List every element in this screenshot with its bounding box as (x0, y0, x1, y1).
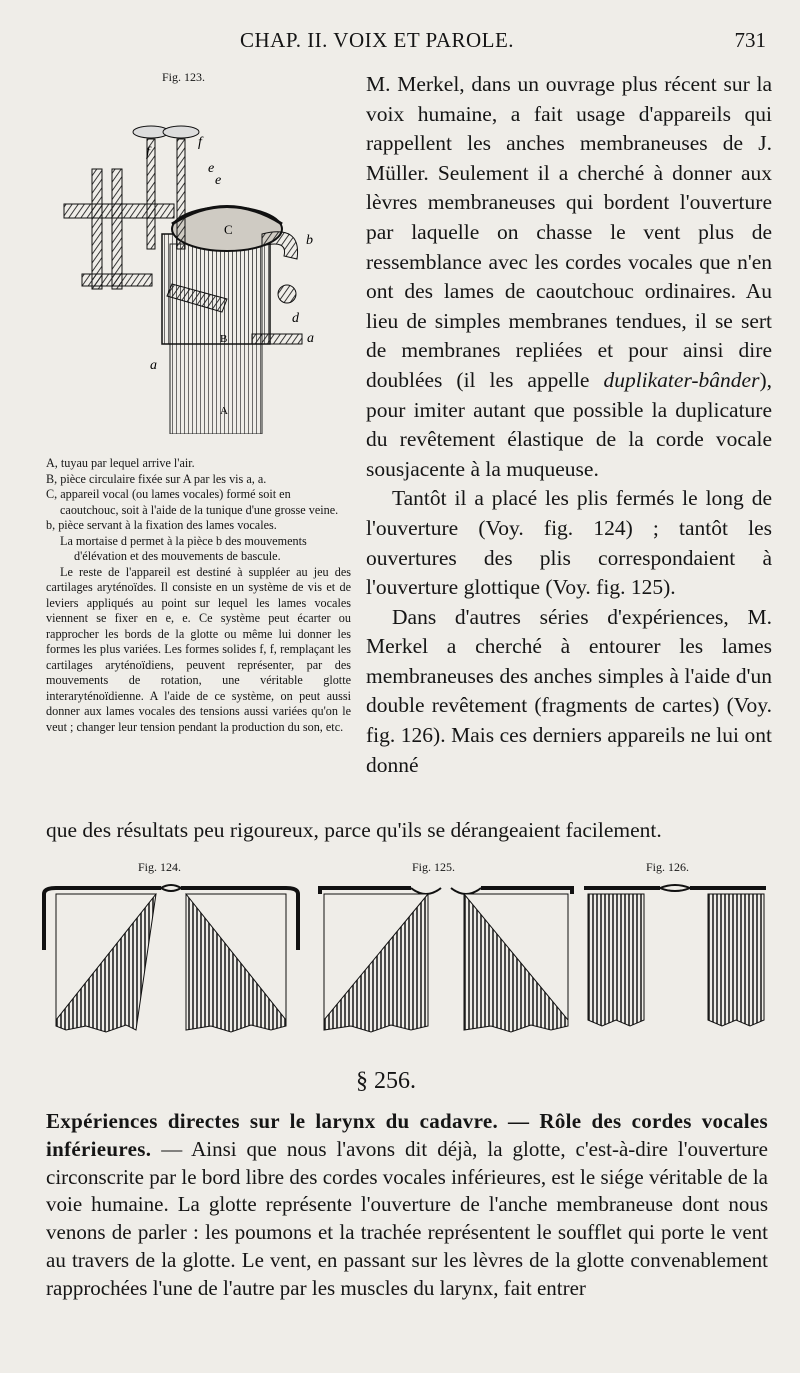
right-column-text (366, 70, 772, 780)
section-number: § 256. (356, 1068, 416, 1094)
legend-item-C: C, appareil vocal (ou lames vocales) formé soit en caoutchouc, soit à l'aide de la tunique d'une grosse veine. (46, 487, 339, 517)
figure-124-caption: Fig. 124. (138, 860, 182, 874)
paragraph-merkel: M. Merkel, dans un ouvrage plus récent sur la voix humaine, a fait usage d'appareils qui rappellent les anches membraneuses de J. Müller. Seulement il a cherché à donner aux lèvres membraneuses qui bordent l'ouverture par laquelle on chasse le vent plus de ressemblance avec les cordes vocales que n'en ont des lames de caoutchouc ordinaires. Au lieu de simples membranes tendues, il se sert de membranes repliées et pour ainsi dire doublées (il les appelle duplikater-bânder), pour imiter autant que possible la duplicature du revêtement élastique de la corde vocale sousjacente à la muqueuse. (366, 72, 772, 481)
figure-125-caption: Fig. 125. (412, 860, 456, 874)
continuation-line: que des résultats peu rigoureux, parce qu'ils se dérangeaient facilement. (46, 818, 662, 842)
figure-123-caption: Fig. 123. (162, 70, 206, 84)
svg-text:A: A (220, 405, 228, 417)
figure-124-illustration (36, 880, 306, 1040)
figure-126-illustration (580, 880, 770, 1040)
legend-description: Le reste de l'appareil est destiné à suppléer au jeu des cartilages aryténoïdes. Il consiste en un système de vis et de leviers appliqués au point sur lequel les lames vocales viennent se fixer en e, e. Ce système peut écarter ou rapprocher les bords de la glotte ou même lui donner les formes les plus variées. Les formes solides f, f, remplaçant les cartilages aryténoïdiens, peuvent représenter, par des mouvements de rotation, une véritable glotte interaryténoïdienne. A l'aide de ce système, on peut aussi donner aux lames vocales des tensions aussi variées qu'on le veut ; changer leur tension pendant la production du son, etc. (46, 564, 351, 734)
svg-text:b: b (306, 233, 313, 248)
figure-123-illustration (52, 84, 352, 434)
legend-item-b-continued: La mortaise d permet à la pièce b des mouvements d'élévation et des mouvements de bascule. (60, 533, 307, 563)
svg-text:f: f (146, 145, 150, 160)
section-body: — Ainsi que nous l'avons dit déjà, la glotte, c'est-à-dire l'ouverture circonscrite par le bord libre des cordes vocales inférieures, est le siége véritable de la voie humaine. La glotte représente l'ouverture de l'anche membraneuse dont nous venons de parler : les poumons et la trachée représentent le soufflet qui porte le vent au travers de la glotte. Le vent, en passant sur les lèvres de la glotte convenablement rapprochées l'une de l'autre par les muscles du larynx, fait entrer (46, 1136, 768, 1300)
svg-text:C: C (224, 222, 233, 237)
section-256-text (46, 1108, 768, 1303)
running-head: CHAP. II. VOIX ET PAROLE. (240, 28, 515, 52)
svg-text:B: B (220, 333, 228, 345)
figure-126-caption: Fig. 126. (646, 860, 690, 874)
legend-item-B: B, pièce circulaire fixée sur A par les vis a, a. (46, 471, 267, 486)
paragraph-experiences: Dans d'autres séries d'expériences, M. Merkel a cherché à entourer les lames membraneuses des anches simples à l'aide d'un double revêtement (fragments de cartes) (Voy. fig. 126). Mais ces derniers appareils ne lui ont donné (366, 604, 772, 777)
section-title: Expériences directes sur le larynx du cadavre. — Rôle des cordes vocales inférieures. (46, 1109, 768, 1161)
legend-item-A: A, tuyau par lequel arrive l'air. (46, 456, 195, 470)
figure-123-legend (46, 456, 351, 735)
legend-item-b: b, pièce servant à la fixation des lames vocales. (46, 518, 277, 532)
svg-text:e: e (208, 161, 215, 176)
italic-term: duplikater-bânder (603, 367, 760, 392)
svg-text:e: e (215, 173, 222, 188)
figure-125-illustration (316, 880, 576, 1040)
svg-text:f: f (198, 135, 202, 150)
paragraph-plis: Tantôt il a placé les plis fermés le long de l'ouverture (Voy. fig. 124) ; tantôt les ouvertures des plis correspondaient à l'ouverture glottique (Voy. fig. 125). (366, 486, 772, 600)
svg-text:d: d (292, 311, 299, 326)
svg-text:a: a (150, 358, 157, 373)
svg-text:a: a (307, 331, 314, 346)
page-number: 731 (734, 28, 766, 52)
